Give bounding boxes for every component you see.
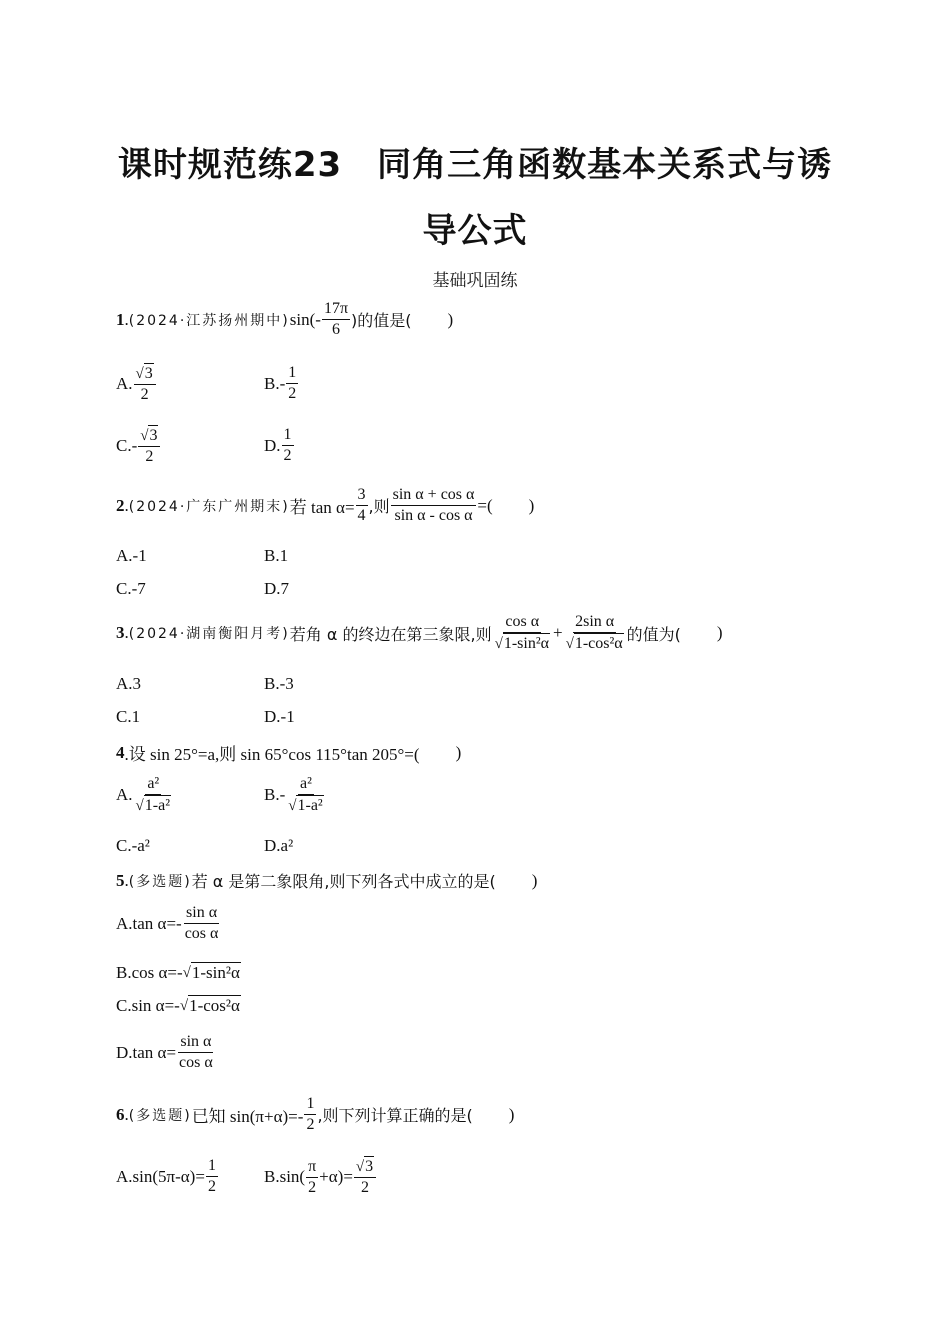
sqrt-icon: √ [135,798,144,815]
option-b[interactable]: B.- a² √ 1-a² [264,774,327,816]
question-source: (多选题) [128,1107,192,1124]
question-number: 4 [116,742,125,762]
option-a[interactable]: A.sin(5π-α)= $\frac{1}{2}$ [116,1157,216,1195]
question-6: 6 . (多选题) 已知 sin(π+α)=- $\frac{1}{2}$ ,则下列计算正确的是( ) [116,1095,515,1133]
question-text: .设 sin 25°=a,则 sin 65°cos 115°tan 205°=( [124,745,420,764]
question-4: 4 .设 sin 25°=a,则 sin 65°cos 115°tan 205°=( ) [116,740,461,765]
question-number: 2 [116,495,125,515]
sqrt-icon: √ [182,965,191,981]
option-d[interactable]: D. $\frac{1}{2}$ [264,426,292,464]
sqrt-icon: √ [179,998,189,1014]
question-text: 已知 sin(π+α)=- [191,1107,304,1126]
question-number: 3 [116,623,125,642]
question-source: (2024·江苏扬州期中) [128,312,290,329]
option-c[interactable]: C.-7 [116,579,146,598]
fraction: $\frac{\text{sin α}}{\text{cos α}}$ [179,1033,213,1071]
question-text: 若 tan α= [289,498,355,517]
fraction: √ 3 2 [354,1156,376,1198]
question-text: 若角 α 的终边在第三象限,则 [289,624,492,644]
sqrt-icon: √ [288,798,297,815]
fraction: $\frac{\text{sin α + cos α}}{\text{sin α - cos α}}$ [392,486,475,524]
option-b[interactable]: B.1 [264,546,289,565]
section-heading: 基础巩固练 [432,271,518,291]
question-3: 3 . (2024·湖南衡阳月考) 若角 α 的终边在第三象限,则 cos α √ 1-sin²α + 2sin α √ 1-cos²α 的值为( ) [116,613,723,653]
option-a[interactable]: A. a² √ 1-a² [116,774,174,816]
question-5: 5 . (多选题) 若 α 是第二象限角,则下列各式中成立的是( ) [116,870,538,891]
fraction: cos α √ 1-sin²α [494,613,549,653]
option-c[interactable]: C.-a² [116,836,150,855]
question-text: )的值是( [351,311,412,330]
page-title-line2: 导公式 [422,211,528,251]
option-a[interactable]: A.tan α=- $\frac{\text{sin α}}{\text{cos α}}$ [116,904,219,942]
option-d[interactable]: D.7 [264,579,290,598]
question-number: 6 [116,1104,125,1124]
fraction: $\frac{\text{sin α}}{\text{cos α}}$ [184,904,219,942]
option-a[interactable]: A. √ 3 2 [116,363,157,405]
option-a[interactable]: A.3 [116,674,142,693]
question-source: (2024·广东广州期末) [128,498,290,515]
fraction: a² √ 1-a² [288,775,323,815]
sqrt-icon: √ [355,1159,365,1176]
fraction: a² √ 1-a² [135,775,170,815]
option-b[interactable]: B.-3 [264,674,294,693]
question-text: sin(- [289,309,321,329]
option-d[interactable]: D.tan α= $\frac{\text{sin α}}{\text{cos α}}$ [116,1033,213,1071]
sqrt-icon: √ [565,636,574,653]
question-2: 2 . (2024·广东广州期末) 若 tan α= $\frac{3}{4}$ ,则 $\frac{\text{sin α + cos α}}{\text{sin α - cos α}}$ =( ) [116,486,535,524]
option-a[interactable]: A.-1 [116,546,147,565]
option-c[interactable]: C.1 [116,707,141,726]
question-text: 若 α 是第二象限角,则下列各式中成立的是( [191,872,496,891]
fraction: $\frac{1}{2}$ [283,426,292,464]
option-c[interactable]: C.- √ 3 2 [116,425,161,467]
fraction: 2sin α √ 1-cos²α [565,613,623,653]
sqrt-icon: √ [135,366,144,383]
page-title-line1: 课时规范练23 同角三角函数基本关系式与诱 [117,145,833,185]
option-b[interactable]: B.sin( $\frac{\pi}{2}$ +α)= √ 3 2 [264,1156,377,1198]
option-c[interactable]: C.sin α=- √ 1-cos²α [116,995,240,1015]
fraction: $\frac{3}{4}$ [357,486,366,524]
fraction: √ 3 2 [138,425,160,467]
option-d[interactable]: D.a² [264,836,294,855]
question-source: (2024·湖南衡阳月考) [128,626,290,642]
fraction: √ 3 2 [134,363,156,405]
fraction: $\frac{1}{2}$ [207,1157,216,1195]
question-number: 1 [116,309,125,329]
question-1: 1 . (2024·江苏扬州期中) sin(- $\frac{17\pi}{6}$ )的值是( ) [116,300,454,338]
option-b[interactable]: B.- $\frac{1}{2}$ [264,364,297,402]
question-source: (多选题) [128,873,192,890]
question-number: 5 [116,870,125,890]
sqrt-icon: √ [140,428,149,445]
fraction: $\frac{1}{2}$ [306,1095,315,1133]
fraction: $\frac{17\pi}{6}$ [323,300,349,338]
option-b[interactable]: B.cos α=- √ 1-sin²α [116,962,240,982]
fraction: $\frac{1}{2}$ [288,364,297,402]
fraction: $\frac{\pi}{2}$ [308,1157,317,1196]
sqrt-icon: √ [494,636,503,653]
option-d[interactable]: D.-1 [264,707,295,726]
